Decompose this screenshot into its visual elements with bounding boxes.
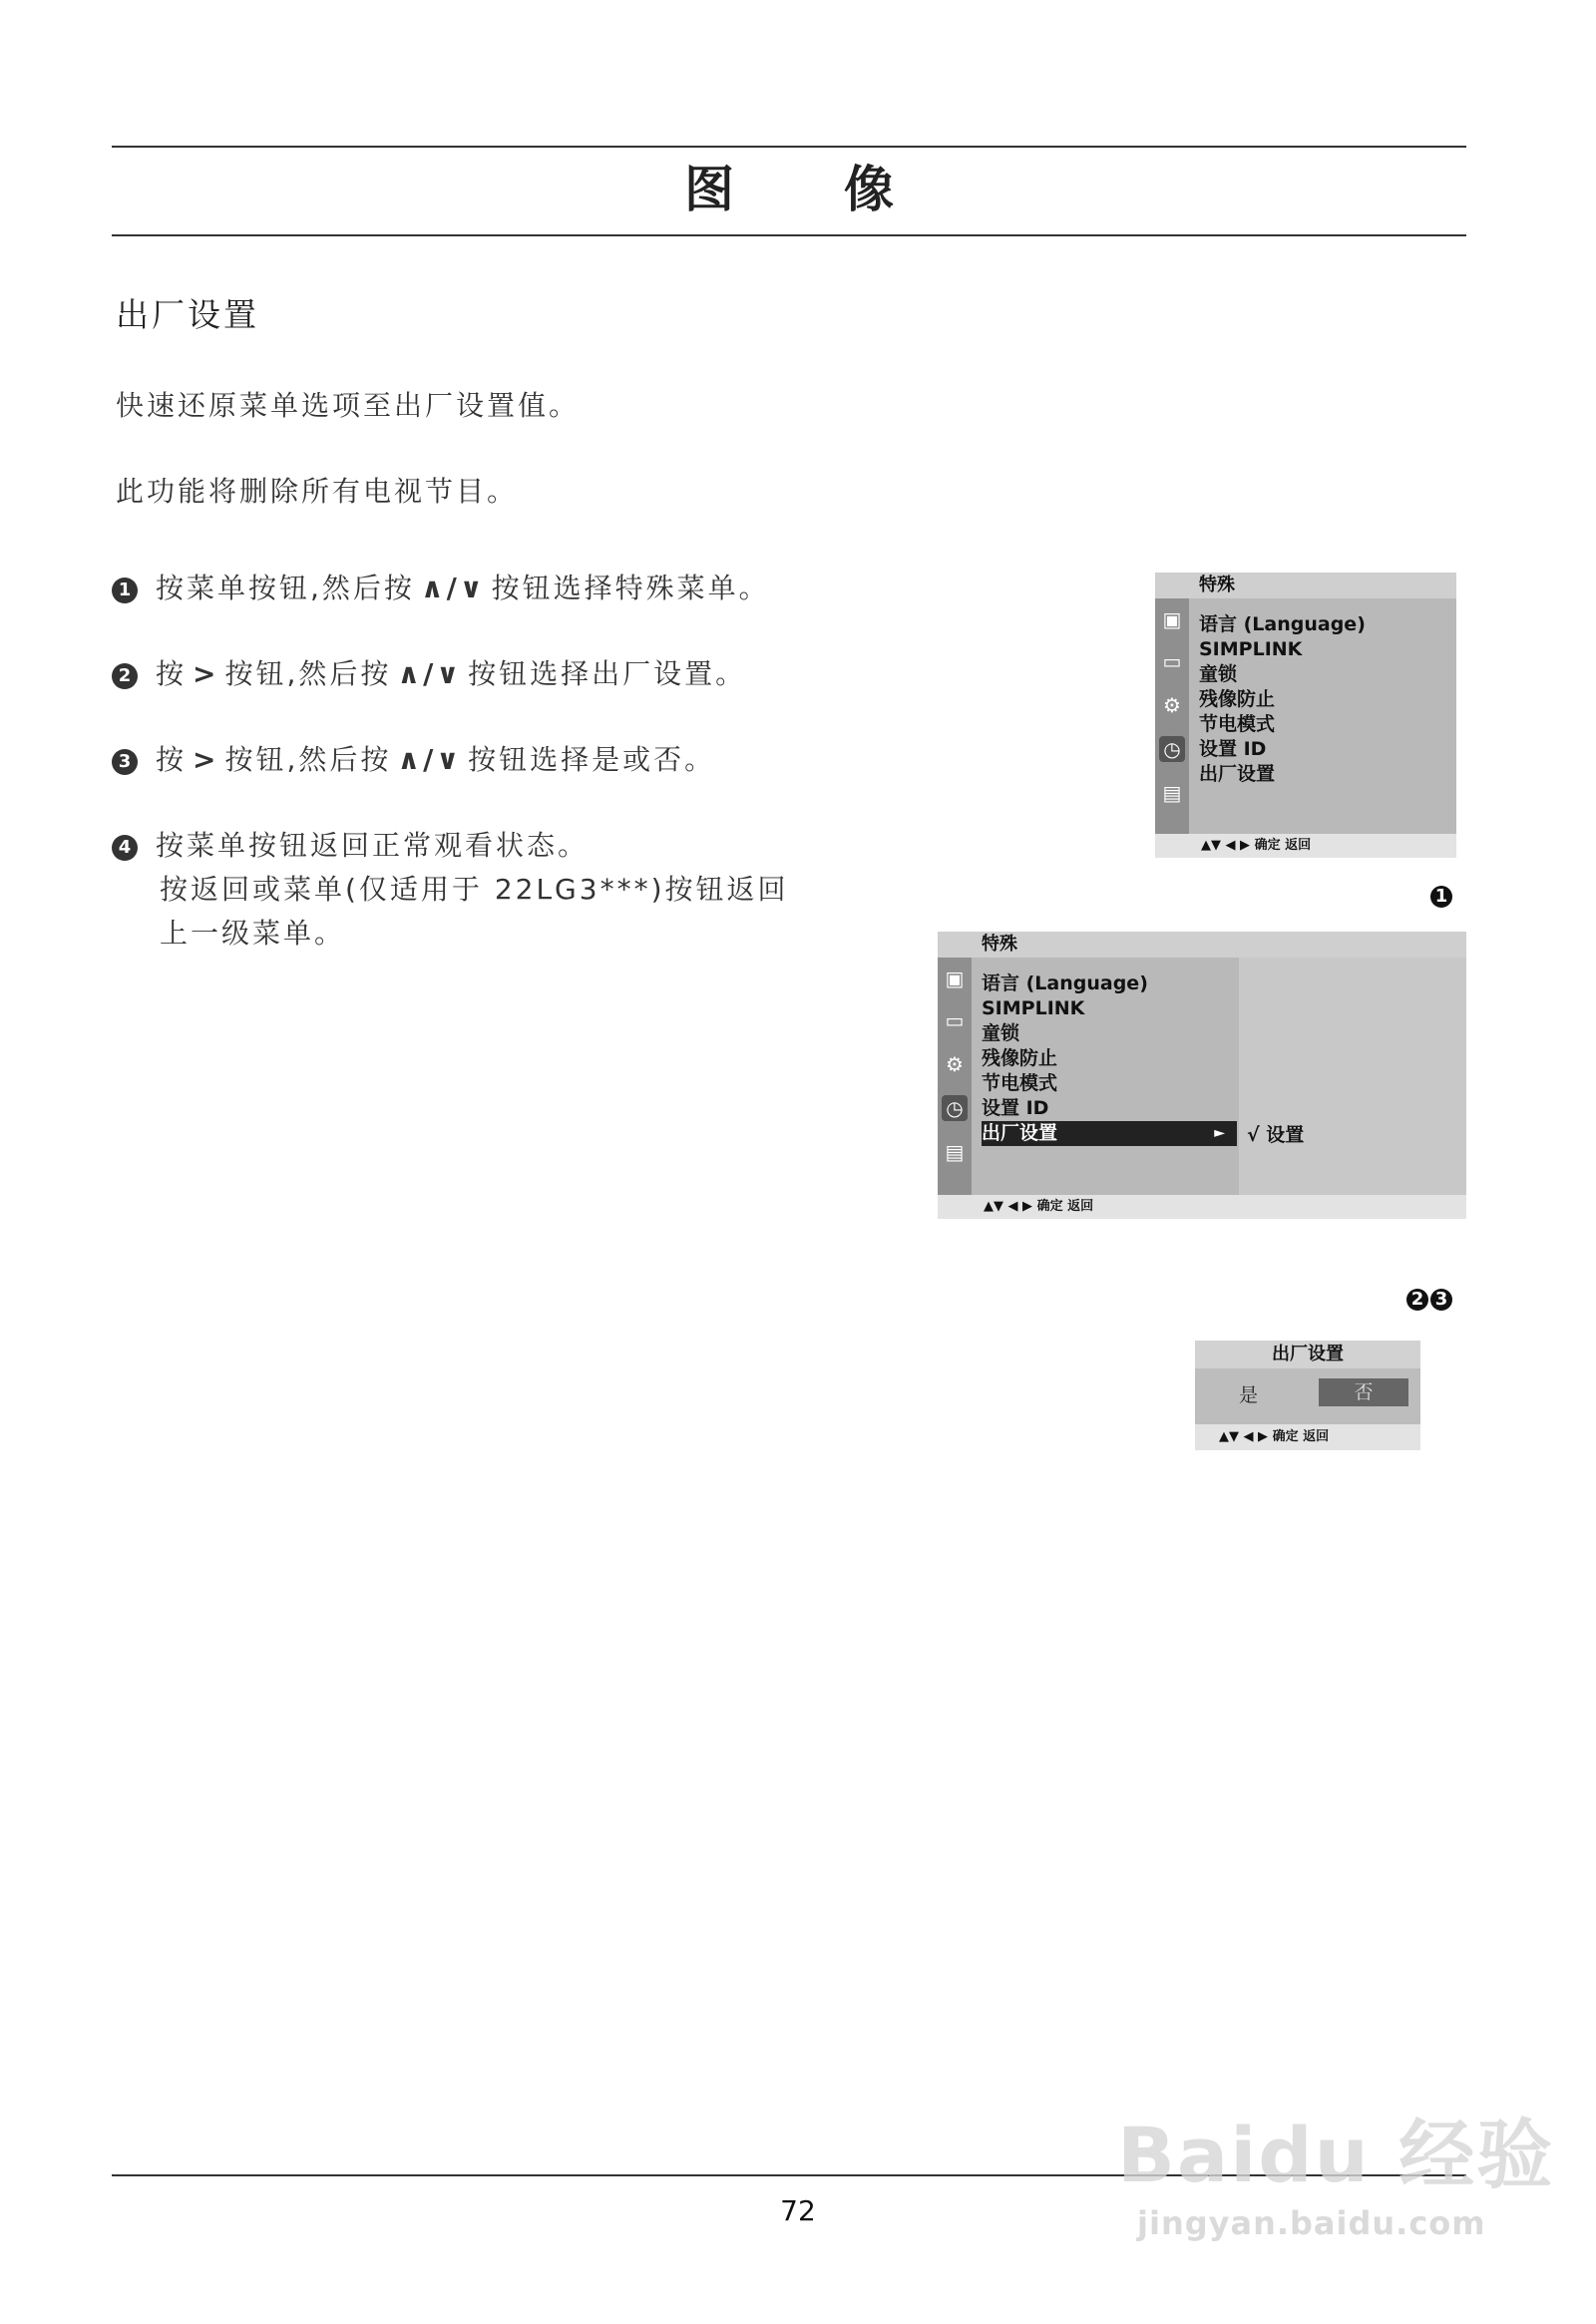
menu-header: [1155, 573, 1456, 598]
baidu-watermark: Baidu 经验: [1117, 2111, 1555, 2199]
dialog-yes: 是: [1239, 1384, 1259, 1406]
step-3-text-b: 按钮,然后按: [224, 743, 392, 776]
up-down-arrow-icon: ∧/∨: [420, 572, 486, 604]
top-rule: [112, 146, 1466, 148]
step-3: [112, 738, 715, 782]
step-number-2: 2: [112, 663, 138, 689]
step-4-line-1: 按菜单按钮返回正常观看状态。: [156, 829, 590, 862]
menu-sidebar: [938, 958, 972, 1195]
menu-items: [982, 971, 1237, 1146]
special-menu-expanded-screenshot: [938, 932, 1466, 1219]
baidu-watermark-url: jingyan.baidu.com: [1137, 2204, 1486, 2242]
step-3-text-c: 按钮选择是或否。: [468, 743, 716, 776]
tv-icon: ▤: [945, 1140, 965, 1164]
screen-icon: ▭: [945, 1008, 965, 1032]
step-number-1: 1: [112, 578, 138, 603]
step-1-text-b: 按钮选择特殊菜单。: [491, 572, 770, 604]
factory-reset-dialog: [1195, 1341, 1420, 1450]
menu-header: [938, 932, 1466, 958]
clock-icon: ◷: [1159, 736, 1185, 762]
dialog-footer: ▲▼ ◀ ▶ 确定 返回: [1195, 1424, 1420, 1450]
step-2: [112, 652, 746, 696]
dialog-title: 出厂设置: [1195, 1341, 1420, 1368]
menu-item-afterimage: 残像防止: [982, 1047, 1058, 1069]
screen-icon: ▭: [1162, 649, 1182, 673]
up-down-arrow-icon: ∧/∨: [397, 657, 463, 690]
step-4-line-3: 上一级菜单。: [160, 917, 346, 950]
step-2-text-a: 按: [156, 657, 188, 690]
intro-line-2: 此功能将删除所有电视节目。: [116, 475, 519, 508]
menu-item-factory-reset: 出厂设置: [1199, 763, 1276, 785]
menu-sidebar: [1155, 598, 1189, 834]
up-down-arrow-icon: ∧/∨: [397, 743, 463, 776]
menu-item-factory-reset-selected: 出厂设置 ►: [982, 1121, 1237, 1146]
right-arrow-icon: >: [193, 657, 219, 690]
menu-item-power-save: 节电模式: [1199, 713, 1276, 735]
menu-item-child-lock: 童锁: [982, 1022, 1020, 1044]
figure-label-1: 1: [1428, 886, 1452, 908]
right-arrow-icon: >: [193, 743, 219, 776]
step-2-text-b: 按钮,然后按: [224, 657, 392, 690]
intro-line-1: 快速还原菜单选项至出厂设置值。: [116, 389, 581, 422]
special-menu-screenshot: [1155, 573, 1456, 858]
step-1: [112, 567, 770, 610]
menu-item-language: 语言 (Language): [982, 972, 1148, 994]
gear-icon: ⚙: [1163, 693, 1181, 717]
submenu-option: √ 设置: [1247, 1124, 1305, 1146]
picture-icon: ▣: [1162, 607, 1182, 631]
gear-icon: ⚙: [946, 1052, 964, 1076]
menu-item-simplink: SIMPLINK: [982, 997, 1085, 1019]
step-4: [112, 824, 789, 956]
step-1-text-a: 按菜单按钮,然后按: [156, 572, 415, 604]
section-title: 出厂设置: [116, 295, 259, 334]
submenu-arrow-icon: ►: [1214, 1125, 1225, 1141]
clock-icon: ◷: [942, 1095, 968, 1121]
menu-item-power-save: 节电模式: [982, 1072, 1058, 1094]
menu-item-set-id: 设置 ID: [982, 1097, 1049, 1119]
menu-footer: ▲▼ ◀ ▶ 确定 返回: [938, 1195, 1466, 1219]
menu-item-child-lock: 童锁: [1199, 663, 1238, 685]
menu-item-language: 语言 (Language): [1199, 613, 1366, 635]
dialog-no-selected: 否: [1319, 1378, 1408, 1406]
step-3-text-a: 按: [156, 743, 188, 776]
menu-title: 特殊: [1199, 575, 1235, 595]
title-rule: [112, 234, 1466, 236]
page-title: 图像: [684, 161, 1003, 218]
menu-item-set-id: 设置 ID: [1199, 738, 1267, 760]
step-number-3: 3: [112, 749, 138, 775]
picture-icon: ▣: [945, 967, 965, 990]
submenu-panel: [1239, 958, 1466, 1195]
figure-label-2-3: 2 3: [1404, 1289, 1452, 1311]
step-2-text-c: 按钮选择出厂设置。: [468, 657, 747, 690]
menu-footer: ▲▼ ◀ ▶ 确定 返回: [1155, 834, 1456, 858]
menu-items: [1199, 612, 1366, 787]
menu-item-afterimage: 残像防止: [1199, 688, 1276, 710]
page-number: 72: [780, 2194, 816, 2227]
step-number-4: 4: [112, 835, 138, 861]
menu-title: 特殊: [982, 934, 1017, 955]
menu-item-simplink: SIMPLINK: [1199, 638, 1303, 660]
tv-icon: ▤: [1162, 781, 1182, 805]
step-4-line-2: 按返回或菜单(仅适用于 22LG3***)按钮返回: [160, 873, 789, 906]
